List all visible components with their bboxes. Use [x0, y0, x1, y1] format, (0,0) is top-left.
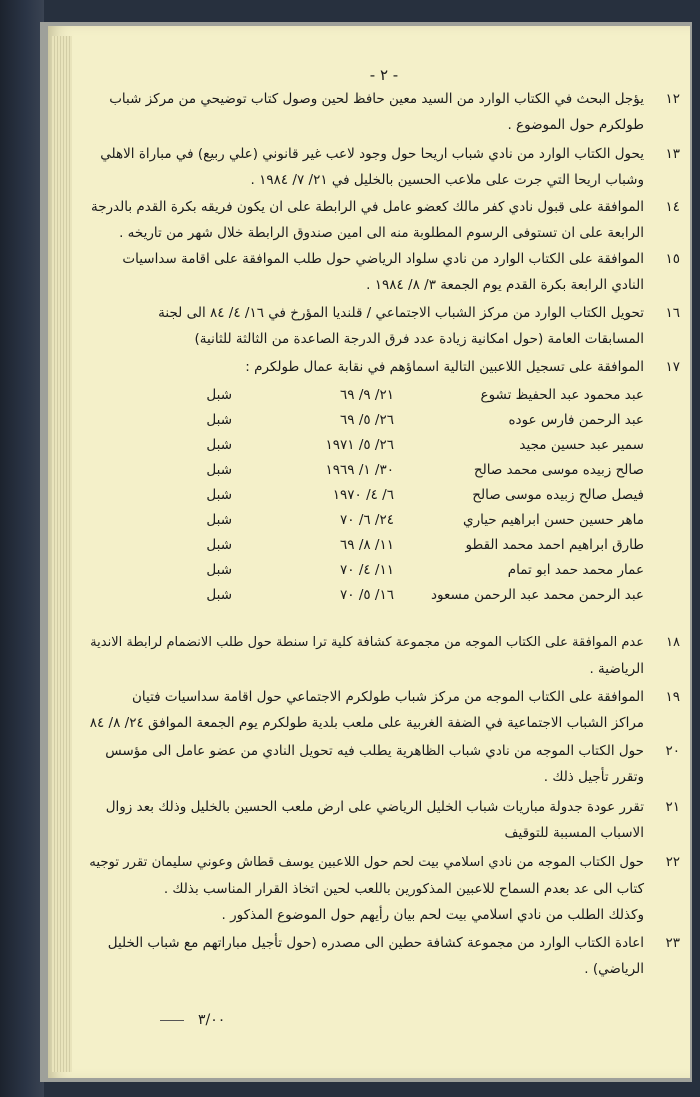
- item-text: حول الكتاب الموجه من نادي شباب الظاهرية يطلب فيه تحويل النادي من عضو عامل الى مؤسس: [105, 743, 644, 759]
- item-text: وتقرر تأجيل ذلك .: [543, 769, 644, 785]
- item-number: ١٤: [665, 199, 680, 215]
- player-birthdate: ١١/ ٨/ ٦٩: [340, 537, 394, 553]
- item-text: اعادة الكتاب الوارد من مجموعة كشافة حطين الى مصدره (حول تأجيل مباراتهم مع شباب الخليل: [107, 935, 644, 951]
- player-name: عبد الرحمن محمد عبد الرحمن مسعود: [431, 587, 644, 603]
- item-text: الموافقة على تسجيل اللاعبين التالية اسماؤهم في نقابة عمال طولكرم :: [245, 359, 644, 375]
- item-text: حول الكتاب الموجه من نادي اسلامي بيت لحم حول اللاعبين يوسف قطاش وعوني سليمان تقرر توجيه: [89, 855, 644, 870]
- player-category: شبل: [206, 587, 232, 603]
- player-name: عبد الرحمن فارس عوده: [508, 412, 644, 428]
- item-number: ١٢: [665, 91, 680, 107]
- item-text: تقرر عودة جدولة مباريات شباب الخليل الرياضي على ارض ملعب الحسين بالخليل وذلك بعد زوال: [105, 799, 644, 815]
- item-text: عدم الموافقة على الكتاب الموجه من مجموعة كشافة كلية ترا سنطة حول طلب الانضمام لرابطة الاندية: [90, 635, 644, 650]
- player-row: [88, 507, 644, 533]
- player-name: عبد محمود عبد الحفيظ تشوع: [480, 387, 644, 403]
- item-text: الاسباب المسببة للتوقيف: [504, 825, 644, 841]
- item-text: يحول الكتاب الوارد من نادي شباب اريحا حول وجود لاعب غير قانوني (علي ربيع) في مباراة الاهلي: [100, 146, 644, 162]
- player-category: شبل: [206, 437, 232, 453]
- player-name: ماهر حسين حسن ابراهيم حياري: [463, 512, 644, 528]
- player-name: طارق ابراهيم احمد محمد القطو: [465, 537, 644, 553]
- item-text: الرياضية .: [589, 661, 644, 677]
- item-number: ٢٣: [665, 935, 680, 951]
- item-number: ٢١: [665, 799, 680, 815]
- player-category: شبل: [206, 412, 232, 428]
- player-birthdate: ١١/ ٤/ ٧٠: [340, 562, 394, 578]
- item-text: وشباب اريحا التي جرت على ملاعب الحسين بالخليل في ٢١/ ٧/ ١٩٨٤ .: [250, 172, 644, 188]
- minute-item-15: [88, 246, 680, 298]
- item-number: ١٦: [665, 305, 680, 321]
- player-category: شبل: [206, 512, 232, 528]
- item-text: الموافقة على الكتاب الوارد من نادي سلواد الرياضي حول طلب الموافقة على اقامة سداسيات: [122, 251, 644, 267]
- item-text: المسابقات العامة (حول امكانية زيادة عدد فرق الدرجة الصاعدة من الثالثة للثانية): [194, 331, 644, 347]
- item-text: طولكرم حول الموضوع .: [507, 117, 644, 133]
- player-row: [88, 457, 644, 483]
- item-number: ١٨: [666, 635, 680, 650]
- item-text: النادي الرابعة بكرة القدم يوم الجمعة ٣/ ٨/ ١٩٨٤ .: [366, 277, 644, 293]
- minute-item-22: [88, 850, 680, 928]
- minute-item-14: [88, 194, 680, 246]
- player-row: [88, 407, 644, 433]
- minute-item-20: [88, 738, 680, 790]
- player-birthdate: ٦/ ٤/ ١٩٧٠: [332, 487, 394, 503]
- player-birthdate: ٢٤/ ٦/ ٧٠: [340, 512, 394, 528]
- footer-dash: [160, 1020, 184, 1021]
- document-content: [88, 58, 680, 1068]
- player-category: شبل: [206, 537, 232, 553]
- player-category: شبل: [206, 462, 232, 478]
- item-text: وكذلك الطلب من نادي اسلامي بيت لحم بيان رأيهم حول الموضوع المذكور .: [221, 907, 644, 923]
- minute-item-23: [88, 930, 680, 982]
- player-row: [88, 382, 644, 408]
- item-text: كتاب الى عد بعدم السماح للاعبين المذكورين باللعب لحين اتخاذ القرار المناسب بذلك .: [163, 881, 644, 897]
- item-number: ١٩: [665, 689, 680, 705]
- player-row: [88, 432, 644, 458]
- minute-item-17: [88, 354, 680, 380]
- player-row: [88, 482, 644, 508]
- footer-code: ٣/٠٠: [198, 1012, 226, 1028]
- player-category: شبل: [206, 387, 232, 403]
- book-binding: [0, 0, 44, 1097]
- item-text: الرياضي) .: [584, 961, 644, 977]
- player-birthdate: ٣٠/ ١/ ١٩٦٩: [325, 462, 394, 478]
- player-name: سمير عبد حسين مجيد: [519, 437, 644, 453]
- item-number: ١٥: [665, 251, 680, 267]
- page-number: - ٢ -: [369, 66, 399, 84]
- item-number: ٢٢: [665, 855, 680, 870]
- item-number: ١٣: [665, 146, 680, 162]
- item-number: ١٧: [665, 359, 680, 375]
- player-birthdate: ٢٦/ ٥/ ١٩٧١: [325, 437, 394, 453]
- player-birthdate: ٢٦/ ٥/ ٦٩: [340, 412, 394, 428]
- item-text: الموافقة على الكتاب الموجه من مركز شباب طولكرم الاجتماعي حول اقامة سداسيات فتيان: [132, 689, 644, 705]
- minute-item-16: [88, 300, 680, 352]
- player-birthdate: ١٦/ ٥/ ٧٠: [340, 587, 394, 603]
- item-text: مراكز الشباب الاجتماعية في الضفة الغربية على ملعب بلدية طولكرم يوم الجمعة الموافق ٢٤/ ٨/ ٨٤: [89, 715, 644, 731]
- minute-item-13: [88, 141, 680, 193]
- player-name: عمار محمد حمد ابو تمام: [507, 562, 644, 578]
- player-category: شبل: [206, 562, 232, 578]
- player-name: صالح زبيده موسى محمد صالح: [473, 462, 644, 478]
- item-text: الرابعة على ان تستوفى الرسوم المطلوبة منه الى امين صندوق الرابطة خلال شهر من تاريخه .: [119, 225, 644, 241]
- minute-item-21: [88, 794, 680, 846]
- item-text: يؤجل البحث في الكتاب الوارد من السيد معين حافظ لحين وصول كتاب توضيحي من مركز شباب: [109, 91, 644, 107]
- player-row: [88, 532, 644, 558]
- player-name: فيصل صالح زبيده موسى صالح: [472, 487, 644, 503]
- player-row: [88, 582, 644, 608]
- item-number: ٢٠: [665, 743, 680, 759]
- minute-item-12: [88, 86, 680, 138]
- item-text: الموافقة على قبول نادي كفر مالك كعضو عامل في الرابطة على ان يكون فريقه بكرة القدم بالدرجة: [90, 199, 644, 215]
- player-row: [88, 557, 644, 583]
- player-birthdate: ٢١/ ٩/ ٦٩: [340, 387, 394, 403]
- item-text: تحويل الكتاب الوارد من مركز الشباب الاجتماعي / قلنديا المؤرخ في ١٦/ ٤/ ٨٤ الى لجنة: [158, 305, 644, 321]
- minute-item-18: [88, 630, 680, 682]
- minute-item-19: [88, 684, 680, 736]
- player-category: شبل: [206, 487, 232, 503]
- page-edge: [52, 36, 72, 1072]
